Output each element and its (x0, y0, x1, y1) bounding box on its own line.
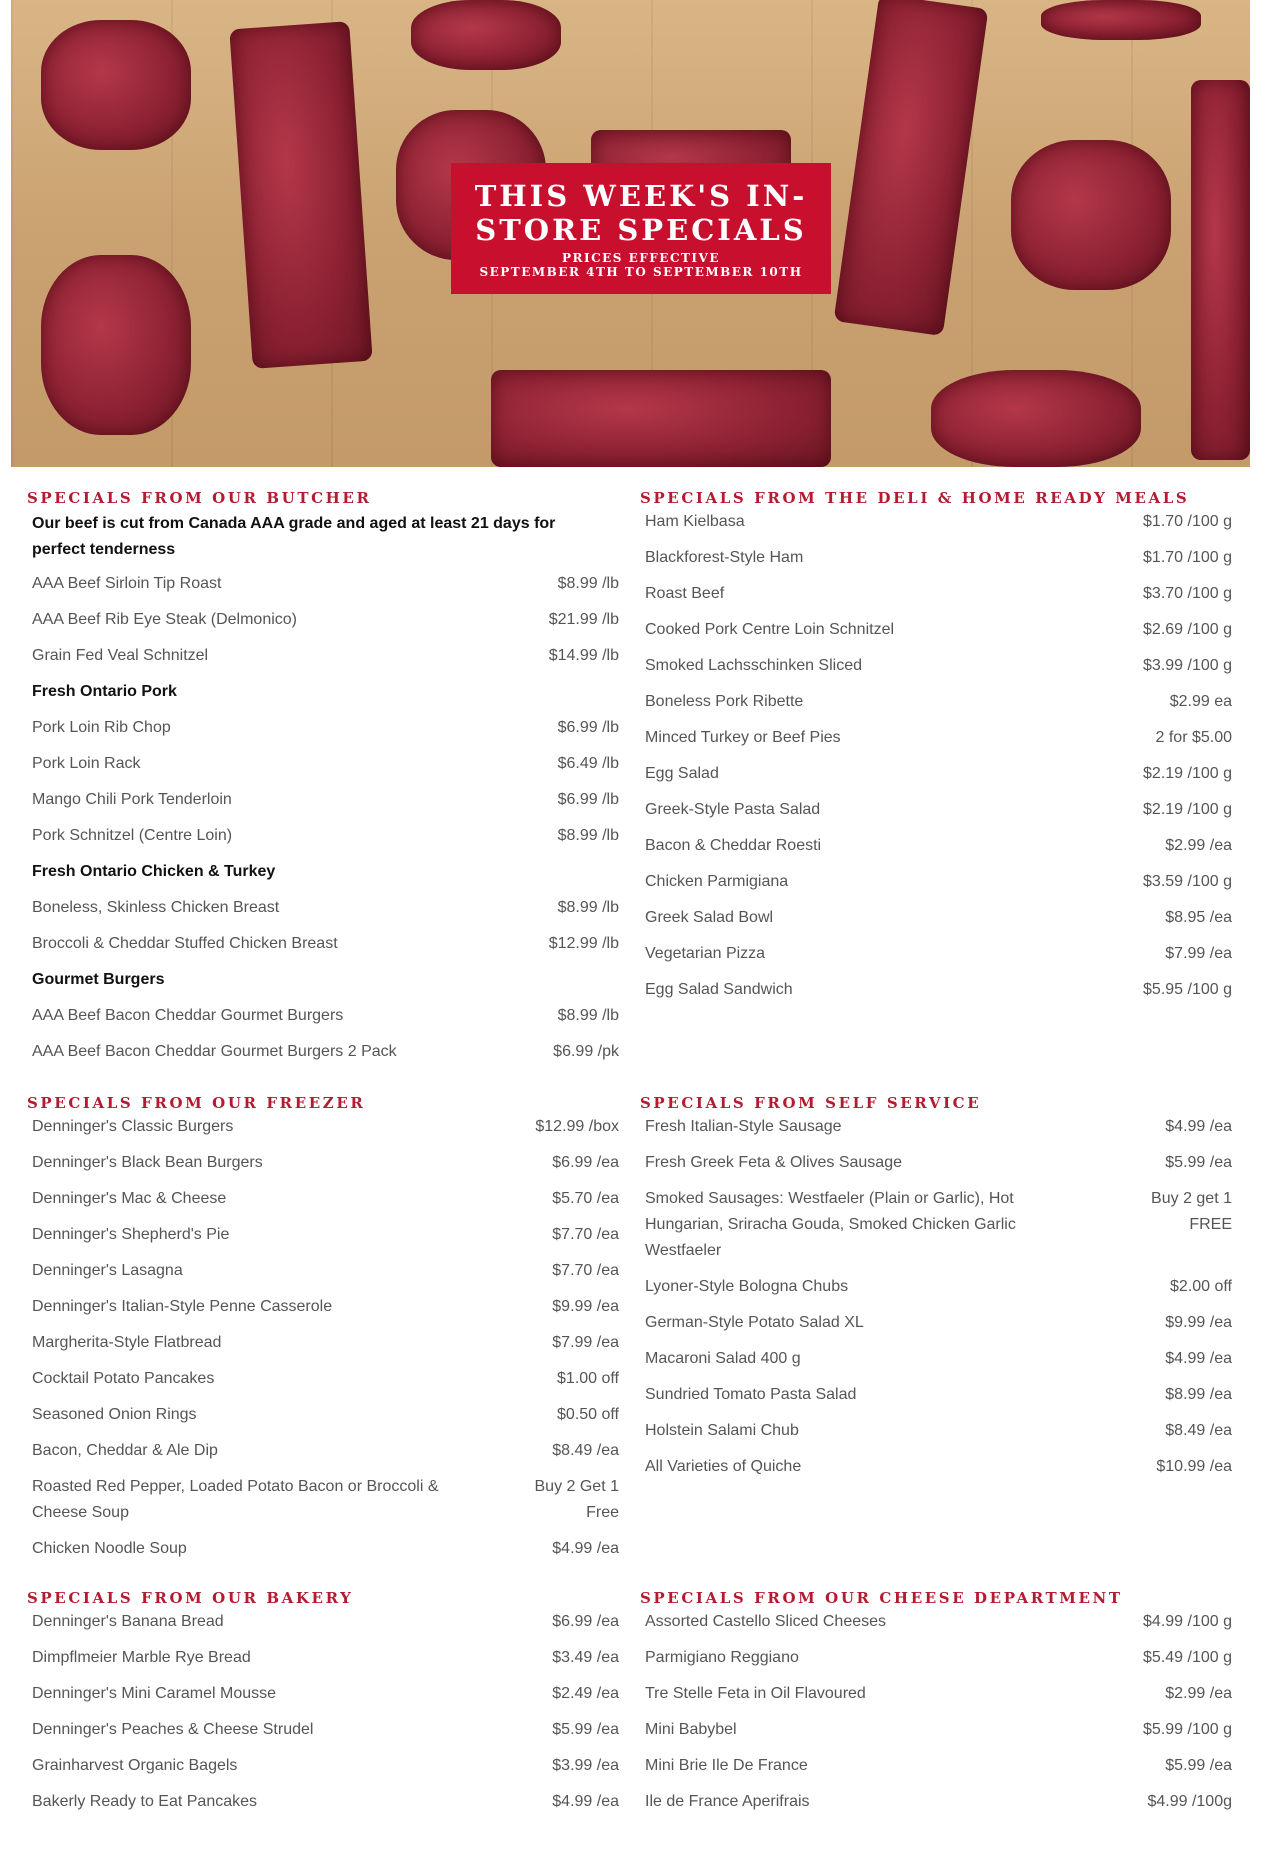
list-item (640, 617, 1232, 643)
item-name: Vegetarian Pizza (645, 945, 766, 962)
list-item (640, 1789, 1232, 1815)
steak-image (41, 255, 191, 435)
list-item (640, 1645, 1232, 1671)
list-item (640, 761, 1232, 787)
item-name: Roasted Red Pepper, Loaded Potato Bacon or Broccoli & Cheese Soup (32, 1478, 439, 1521)
item-name: Ham Kielbasa (645, 513, 745, 530)
item-name: Cooked Pork Centre Loin Schnitzel (645, 621, 895, 638)
list-item (27, 1717, 619, 1743)
item-name: Egg Salad (645, 765, 719, 782)
section-heading: SPECIALS FROM THE DELI & HOME READY MEALS (640, 489, 1190, 507)
item-price: $6.49 /lb (557, 755, 619, 772)
list-item (640, 581, 1232, 607)
item-price: $6.99 /pk (553, 1043, 619, 1060)
section-heading: SPECIALS FROM OUR FREEZER (27, 1094, 366, 1112)
item-price: $2.99 ea (1169, 693, 1232, 710)
list-item (27, 1150, 619, 1176)
steak-image (41, 20, 191, 150)
item-price: $5.99 /ea (552, 1721, 619, 1738)
item-name: Grainharvest Organic Bagels (32, 1757, 238, 1774)
item-name: AAA Beef Bacon Cheddar Gourmet Burgers (32, 1007, 344, 1024)
section-heading: SPECIALS FROM SELF SERVICE (640, 1094, 982, 1112)
item-name: Roast Beef (645, 585, 725, 602)
list-item (27, 895, 619, 921)
item-price: $3.99 /ea (552, 1757, 619, 1774)
list-item (640, 905, 1232, 931)
item-price: $2.69 /100 g (1143, 621, 1232, 638)
subheading-chicken: Fresh Ontario Chicken & Turkey (32, 863, 276, 880)
freezer-section (27, 1092, 619, 1572)
item-name: Mini Babybel (645, 1721, 737, 1738)
item-name: Cocktail Potato Pancakes (32, 1370, 215, 1387)
item-price: $3.59 /100 g (1143, 873, 1232, 890)
list-item (640, 1418, 1232, 1444)
steak-image (1011, 140, 1171, 290)
list-item (640, 1382, 1232, 1408)
item-name: AAA Beef Sirloin Tip Roast (32, 575, 222, 592)
list-item (640, 1186, 1232, 1264)
steak-image (1041, 0, 1201, 40)
item-name: Lyoner-Style Bologna Chubs (645, 1278, 849, 1295)
item-price: $7.70 /ea (552, 1262, 619, 1279)
steak-image (229, 21, 372, 369)
item-price: $4.99 /ea (552, 1793, 619, 1810)
deli-section (640, 487, 1232, 1013)
item-price: $12.99 /box (535, 1118, 619, 1135)
item-name: Dimpflmeier Marble Rye Bread (32, 1649, 251, 1666)
list-item (640, 869, 1232, 895)
item-price: $6.99 /ea (552, 1613, 619, 1630)
item-price: $4.99 /100 g (1143, 1613, 1232, 1630)
item-name: Greek-Style Pasta Salad (645, 801, 821, 818)
item-price: $5.99 /100 g (1143, 1721, 1232, 1738)
list-item (640, 1310, 1232, 1336)
item-price: $7.99 /ea (1165, 945, 1232, 962)
list-item (640, 797, 1232, 823)
list-item (27, 1438, 619, 1464)
item-name: Bacon, Cheddar & Ale Dip (32, 1442, 218, 1459)
item-price: $2.99 /ea (1165, 837, 1232, 854)
specials-banner (451, 163, 831, 294)
banner-date-range: SEPTEMBER 4TH TO SEPTEMBER 10TH (479, 264, 803, 279)
item-name: Fresh Greek Feta & Olives Sausage (645, 1154, 902, 1171)
item-price: Buy 2 Get 1 Free (534, 1478, 619, 1521)
item-price: $5.99 /ea (1165, 1154, 1232, 1171)
steak-image (931, 370, 1141, 467)
butcher-intro: Our beef is cut from Canada AAA grade and aged at least 21 days for perfect tenderness (32, 515, 556, 558)
subheading-pork: Fresh Ontario Pork (32, 683, 177, 700)
list-item (640, 1609, 1232, 1635)
item-price: $21.99 /lb (548, 611, 619, 628)
item-name: Holstein Salami Chub (645, 1422, 799, 1439)
item-name: AAA Beef Rib Eye Steak (Delmonico) (32, 611, 298, 628)
item-name: Grain Fed Veal Schnitzel (32, 647, 209, 664)
item-price: $12.99 /lb (548, 935, 619, 952)
list-item (640, 1274, 1232, 1300)
item-price: $0.50 off (557, 1406, 619, 1423)
item-price: $9.99 /ea (1165, 1314, 1232, 1331)
item-price: $2.49 /ea (552, 1685, 619, 1702)
list-item (27, 1222, 619, 1248)
list-item (27, 787, 619, 813)
item-price: $3.70 /100 g (1143, 585, 1232, 602)
item-name: Fresh Italian-Style Sausage (645, 1118, 842, 1135)
item-price: $8.49 /ea (1165, 1422, 1232, 1439)
item-name: German-Style Potato Salad XL (645, 1314, 864, 1331)
item-name: AAA Beef Bacon Cheddar Gourmet Burgers 2 Pack (32, 1043, 397, 1060)
list-item (640, 725, 1232, 751)
item-name: Mini Brie Ile De France (645, 1757, 808, 1774)
item-name: Bacon & Cheddar Roesti (645, 837, 822, 854)
steak-image (411, 0, 561, 70)
item-price: $5.70 /ea (552, 1190, 619, 1207)
item-name: Smoked Lachsschinken Sliced (645, 657, 863, 674)
item-price: $8.49 /ea (552, 1442, 619, 1459)
list-item (27, 1039, 619, 1065)
list-item (640, 977, 1232, 1003)
list-item (640, 1114, 1232, 1140)
item-price: $4.99 /100g (1147, 1793, 1232, 1810)
list-item (27, 1681, 619, 1707)
item-name: Denninger's Italian-Style Penne Casserole (32, 1298, 333, 1315)
item-name: Seasoned Onion Rings (32, 1406, 197, 1423)
item-price: $3.99 /100 g (1143, 657, 1232, 674)
list-item (640, 941, 1232, 967)
item-name: Pork Loin Rib Chop (32, 719, 171, 736)
item-price: $8.99 /lb (557, 827, 619, 844)
item-price: $2.19 /100 g (1143, 801, 1232, 818)
list-item (27, 643, 619, 669)
list-item (27, 1536, 619, 1562)
item-price: $4.99 /ea (1165, 1350, 1232, 1367)
steak-image (834, 0, 989, 336)
item-name: Smoked Sausages: Westfaeler (Plain or Garlic), Hot Hungarian, Sriracha Gouda, Smoked Chicken Garlic Westfaeler (645, 1190, 1016, 1259)
item-name: Chicken Parmigiana (645, 873, 789, 890)
list-item (27, 1402, 619, 1428)
item-name: Broccoli & Cheddar Stuffed Chicken Breast (32, 935, 338, 952)
banner-prices-effective: PRICES EFFECTIVE (561, 250, 721, 265)
item-name: Parmigiano Reggiano (645, 1649, 799, 1666)
item-name: Denninger's Shepherd's Pie (32, 1226, 230, 1243)
item-price: $8.99 /lb (557, 899, 619, 916)
list-item (640, 1681, 1232, 1707)
item-name: Ile de France Aperifrais (645, 1793, 810, 1810)
cheese-section (640, 1587, 1232, 1825)
item-name: Denninger's Classic Burgers (32, 1118, 234, 1135)
item-name: Mango Chili Pork Tenderloin (32, 791, 232, 808)
item-name: Sundried Tomato Pasta Salad (645, 1386, 857, 1403)
item-price: Buy 2 get 1 FREE (1151, 1190, 1232, 1233)
item-name: Denninger's Black Bean Burgers (32, 1154, 263, 1171)
item-name: Boneless, Skinless Chicken Breast (32, 899, 280, 916)
item-name: Denninger's Peaches & Cheese Strudel (32, 1721, 314, 1738)
item-price: $8.95 /ea (1165, 909, 1232, 926)
bakery-section (27, 1587, 619, 1825)
item-name: Denninger's Mac & Cheese (32, 1190, 227, 1207)
list-item (640, 1454, 1232, 1480)
item-name: Denninger's Banana Bread (32, 1613, 224, 1630)
item-price: $9.99 /ea (552, 1298, 619, 1315)
item-name: Greek Salad Bowl (645, 909, 774, 926)
item-name: Assorted Castello Sliced Cheeses (645, 1613, 887, 1630)
item-name: Macaroni Salad 400 g (645, 1350, 801, 1367)
list-item (27, 1645, 619, 1671)
item-name: Bakerly Ready to Eat Pancakes (32, 1793, 258, 1810)
butcher-section (27, 487, 619, 1075)
item-name: Minced Turkey or Beef Pies (645, 729, 841, 746)
item-name: Blackforest-Style Ham (645, 549, 804, 566)
list-item (640, 1753, 1232, 1779)
item-name: Denninger's Lasagna (32, 1262, 183, 1279)
item-price: $5.99 /ea (1165, 1757, 1232, 1774)
item-price: $2.19 /100 g (1143, 765, 1232, 782)
steak-image (1191, 80, 1250, 460)
item-price: $10.99 /ea (1156, 1458, 1232, 1475)
list-item (640, 509, 1232, 535)
list-item (640, 653, 1232, 679)
item-name: Denninger's Mini Caramel Mousse (32, 1685, 277, 1702)
list-item (27, 571, 619, 597)
item-price: $2.99 /ea (1165, 1685, 1232, 1702)
subheading-burgers: Gourmet Burgers (32, 971, 165, 988)
item-price: $4.99 /ea (552, 1540, 619, 1557)
item-price: $5.49 /100 g (1143, 1649, 1232, 1666)
list-item (640, 689, 1232, 715)
steak-image (491, 370, 831, 467)
item-name: Chicken Noodle Soup (32, 1540, 187, 1557)
self-service-section (640, 1092, 1232, 1490)
item-price: $5.95 /100 g (1143, 981, 1232, 998)
list-item (640, 1717, 1232, 1743)
list-item (640, 1346, 1232, 1372)
item-price: $8.99 /lb (557, 1007, 619, 1024)
item-name: Pork Schnitzel (Centre Loin) (32, 827, 233, 844)
item-name: Egg Salad Sandwich (645, 981, 793, 998)
item-price: $6.99 /lb (557, 719, 619, 736)
item-price: $3.49 /ea (552, 1649, 619, 1666)
list-item (27, 607, 619, 633)
list-item (27, 1330, 619, 1356)
item-price: $8.99 /lb (557, 575, 619, 592)
item-price: $1.00 off (557, 1370, 619, 1387)
list-item (27, 751, 619, 777)
section-heading: SPECIALS FROM OUR BAKERY (27, 1589, 354, 1607)
item-price: 2 for $5.00 (1155, 729, 1232, 746)
item-price: $8.99 /ea (1165, 1386, 1232, 1403)
item-name: All Varieties of Quiche (645, 1458, 802, 1475)
list-item (640, 545, 1232, 571)
list-item (27, 715, 619, 741)
item-name: Margherita-Style Flatbread (32, 1334, 222, 1351)
list-item (27, 1474, 619, 1526)
list-item (27, 1294, 619, 1320)
list-item (640, 1150, 1232, 1176)
item-price: $7.99 /ea (552, 1334, 619, 1351)
list-item (27, 931, 619, 957)
list-item (27, 1609, 619, 1635)
list-item (27, 1789, 619, 1815)
item-price: $2.00 off (1170, 1278, 1232, 1295)
item-price: $1.70 /100 g (1143, 513, 1232, 530)
item-name: Tre Stelle Feta in Oil Flavoured (645, 1685, 866, 1702)
list-item (640, 833, 1232, 859)
list-item (27, 1186, 619, 1212)
section-heading: SPECIALS FROM OUR BUTCHER (27, 489, 372, 507)
banner-title: THIS WEEK'S IN-STORE SPECIALS (474, 178, 808, 247)
item-price: $14.99 /lb (548, 647, 619, 664)
item-price: $7.70 /ea (552, 1226, 619, 1243)
section-heading: SPECIALS FROM OUR CHEESE DEPARTMENT (640, 1589, 1123, 1607)
list-item (27, 1114, 619, 1140)
item-name: Pork Loin Rack (32, 755, 141, 772)
item-name: Boneless Pork Ribette (645, 693, 804, 710)
list-item (27, 1003, 619, 1029)
list-item (27, 1753, 619, 1779)
hero-image (11, 0, 1250, 467)
list-item (27, 1258, 619, 1284)
item-price: $4.99 /ea (1165, 1118, 1232, 1135)
list-item (27, 823, 619, 849)
item-price: $6.99 /ea (552, 1154, 619, 1171)
list-item (27, 1366, 619, 1392)
item-price: $6.99 /lb (557, 791, 619, 808)
item-price: $1.70 /100 g (1143, 549, 1232, 566)
